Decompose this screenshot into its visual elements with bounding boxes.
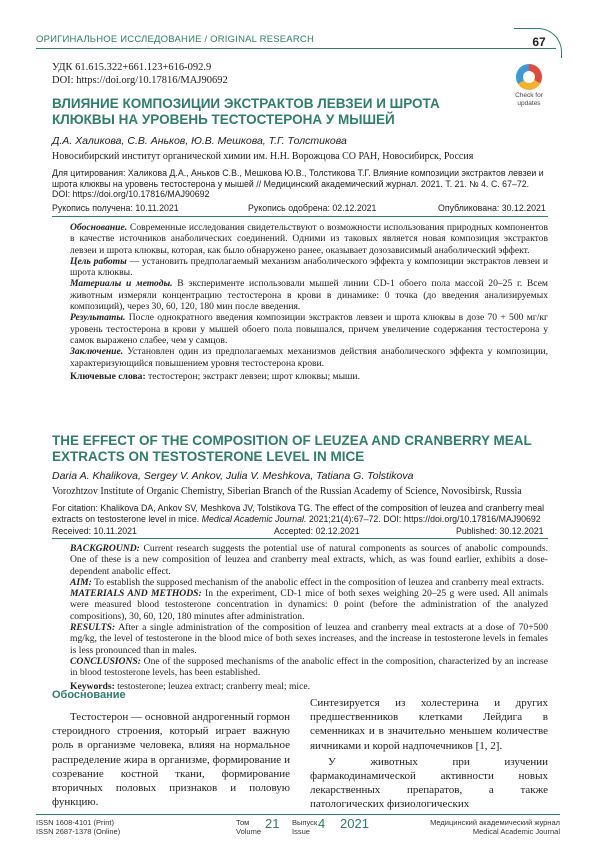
published-date-ru: Опубликована: 30.12.2021 <box>438 203 546 213</box>
dates-rule-ru <box>52 216 548 217</box>
article-title-en: THE EFFECT OF THE COMPOSITION OF LEUZEA AND CRANBERRY MEAL EXTRACTS ON TESTOSTERONE LEVEL IN MICE <box>52 433 532 464</box>
citation-en-prefix: For citation: Khalikova DA, Ankov SV, Meshkova JV, Tolstikova TG. The effect of the composition of leuzea and cranberry meal extracts on testosterone level in mice. <box>52 503 545 524</box>
body-column-left: Тестостерон — основной андрогенный гормон стероидного строения, который играет важную роль в организме человека, влияя на нормальное распределение жира в организме, формирование и созревание костной ткани, формирование вторичных половых признаков и половую функцию. <box>52 711 290 809</box>
citation-en-suffix: 2021;21(4):67–72. DOI: https://doi.org/10.17816/MAJ90692 <box>306 513 541 524</box>
affiliation-ru: Новосибирский институт органической химии им. Н.Н. Ворожцова СО РАН, Новосибирск, Россия <box>52 151 474 162</box>
results-label-en: RESULTS: <box>70 622 116 634</box>
abstract-ru <box>70 222 548 382</box>
results-text-en: After a single administration of the composition of leuzea and cranberry meal extracts at a dose of 70+500 mg/kg, the level of testosterone in the blood mice of both sexes increases, and the increase in testosterone levels in females is less pronounced than in males. <box>70 622 548 656</box>
keywords-label-en: Keywords: <box>70 680 115 692</box>
conclusion-label-ru: Заключение. <box>70 346 124 358</box>
body-right-paragraph-1: Синтезируется из холестерина и других предшественников клетками Лейдига в семенниках и в значительно меньшем количестве яичниками и корой надпочечников [1, 2]. <box>310 697 548 752</box>
aim-text-ru: — установить предполагаемый механизм анаболического эффекта у композиции экстрактов левзеи и шрота клюквы. <box>70 255 548 279</box>
published-date-en: Published: 30.12.2021 <box>456 526 544 536</box>
volume-label-ru: Том <box>236 818 250 827</box>
authors-ru: Д.А. Халикова, С.В. Аньков, Ю.В. Мешкова, Т.Г. Толстикова <box>52 135 347 147</box>
methods-text-ru: В эксперименте использовали мышей линии CD-1 обоего пола массой 20–25 г. Всем животным измеряли концентрацию тестостерона в крови в динамике: 0 точка (до введения анализируемых композиций), через 30, 60, 120, 180 мин после введения. <box>70 278 548 313</box>
journal-name-en: Medical Academic Journal <box>472 827 560 836</box>
volume-labels <box>236 818 261 836</box>
dates-ru <box>52 203 548 215</box>
results-text-ru: После однократного введения композиции экстрактов левзеи и шрота клюквы в дозе 70 + 500 мг/кг уровень тестостерона в крови у мышей обоего пола повышался, причем увеличение содержания тестостерона у самок выражено слабее, чем у самцов. <box>70 312 548 346</box>
received-date-en: Received: 10.11.2021 <box>52 526 137 536</box>
journal-name-ru: Медицинский академический журнал <box>430 818 560 827</box>
page-number: 67 <box>532 35 546 49</box>
issue-label-ru: Выпуск <box>292 818 318 827</box>
dates-en <box>52 526 548 538</box>
affiliation-en: Vorozhtzov Institute of Organic Chemistry, Siberian Branch of the Russian Academy of Science, Novosibirsk, Russia <box>52 486 522 497</box>
issue-number: 4 <box>318 816 326 831</box>
footer-rule <box>36 814 560 815</box>
citation-en <box>52 503 548 524</box>
check-for-updates-badge[interactable] <box>508 64 548 112</box>
running-header <box>36 34 536 48</box>
crossmark-icon <box>516 64 542 90</box>
running-title: ОРИГИНАЛЬНОЕ ИССЛЕДОВАНИЕ / ORIGINAL RESEARCH <box>36 34 315 45</box>
year: 2021 <box>340 816 369 831</box>
keywords-label-ru: Ключевые слова: <box>70 370 146 382</box>
authors-en: Daria A. Khalikova, Sergey V. Ankov, Julia V. Meshkova, Tatiana G. Tolstikova <box>52 470 414 482</box>
background-text-ru: Современные исследования свидетельствуют о возможности использования природных компонентов в качестве источников анаболических соединений. Одними из таковых является новая композиция экстрактов левзеи и шрота клюквы, которая, как было обнаружено ранее, оказывает дозозависимый анаболический эффект. <box>70 222 548 256</box>
aim-text-en: To establish the supposed mechanism of the anabolic effect in the composition of leuzea and cranberry meal extracts. <box>91 576 544 588</box>
results-label-ru: Результаты. <box>70 312 126 324</box>
accepted-date-en: Accepted: 02.12.2021 <box>274 526 360 536</box>
keywords-en: testosterone; leuzea extract; cranberry meal; mice. <box>114 680 311 692</box>
aim-label-en: AIM: <box>70 576 92 588</box>
issn-block <box>36 818 120 836</box>
issn-print: ISSN 1608-4101 (Print) <box>36 818 114 827</box>
body-right-paragraph-2: У животных при изучении фармакодинамической активности новых лекарственных препаратов, а также патологических физиологических <box>310 755 548 811</box>
udc-code: УДК 61.615.322+661.123+616-092.9 <box>52 62 212 73</box>
conclusion-text-ru: Установлен один из предполагаемых механизмов действия анаболического эффекта у композиции, характеризующийся повышением уровня тестостерона крови. <box>70 346 548 369</box>
methods-label-en: MATERIALS AND METHODS: <box>70 588 202 600</box>
volume-label-en: Volume <box>236 827 262 836</box>
issue-label-en: Issue <box>292 827 310 836</box>
journal-name-block <box>400 818 560 836</box>
methods-label-ru: Материалы и методы. <box>70 278 173 290</box>
volume-number: 21 <box>265 816 280 831</box>
keywords-ru: тестостерон; экстракт левзеи; шрот клюквы; мыши. <box>145 370 360 382</box>
received-date-ru: Рукопись получена: 10.11.2021 <box>52 203 179 213</box>
doi-link[interactable]: DOI: https://doi.org/10.17816/MAJ90692 <box>52 75 228 86</box>
approved-date-ru: Рукопись одобрена: 02.12.2021 <box>248 203 377 213</box>
section-title-background: Обоснование <box>52 689 126 701</box>
check-for-updates-label: Check for updates <box>515 92 543 107</box>
header-rule <box>36 48 556 49</box>
background-label-ru: Обоснование. <box>70 222 128 233</box>
article-title-ru: ВЛИЯНИЕ КОМПОЗИЦИИ ЭКСТРАКТОВ ЛЕВЗЕИ И ШРОТА КЛЮКВЫ НА УРОВЕНЬ ТЕСТОСТЕРОНА У МЫШЕЙ <box>52 96 440 127</box>
issue-labels <box>292 818 317 836</box>
background-label-en: BACKGROUND: <box>70 543 140 554</box>
conclusion-label-en: CONCLUSIONS: <box>70 655 141 667</box>
issn-online: ISSN 2687-1378 (Online) <box>36 827 121 836</box>
citation-en-journal: Medical Academic Journal. <box>201 513 307 524</box>
methods-text-en: In the experiment, CD-1 mice of both sexes weighing 20–25 g were used. All animals were measured blood testosterone concentration in dynamics: 0 point (before the administration of the analyzed compositions), 30, 60, 120, 180 minutes after administration. <box>70 588 548 622</box>
abstract-en <box>70 543 548 692</box>
background-text-en: Current research suggests the potential use of natural components as sources of anabolic compounds. One of these is a new composition of leuzea and cranberry meal extracts, which, as was found earlier, exhibits a dose-dependent anabolic effect. <box>70 543 548 577</box>
dates-rule-en <box>52 538 548 539</box>
body-column-right <box>310 696 548 812</box>
citation-ru: Для цитирования: Халикова Д.А., Аньков С.В., Мешкова Ю.В., Толстикова Т.Г. Влияние композиции экстрактов левзеи и шрота клюквы на уровень тестостерона у мышей // Медицинский академический журнал. 2021. Т. 21. № 4. С. 67–72. DOI: https://doi.org/10.17816/MAJ90692 <box>52 168 544 199</box>
aim-label-ru: Цель работы <box>70 255 127 267</box>
conclusion-text-en: One of the supposed mechanisms of the anabolic effect in the composition, characterized by an increase in blood testosterone levels, has been established. <box>70 655 548 679</box>
